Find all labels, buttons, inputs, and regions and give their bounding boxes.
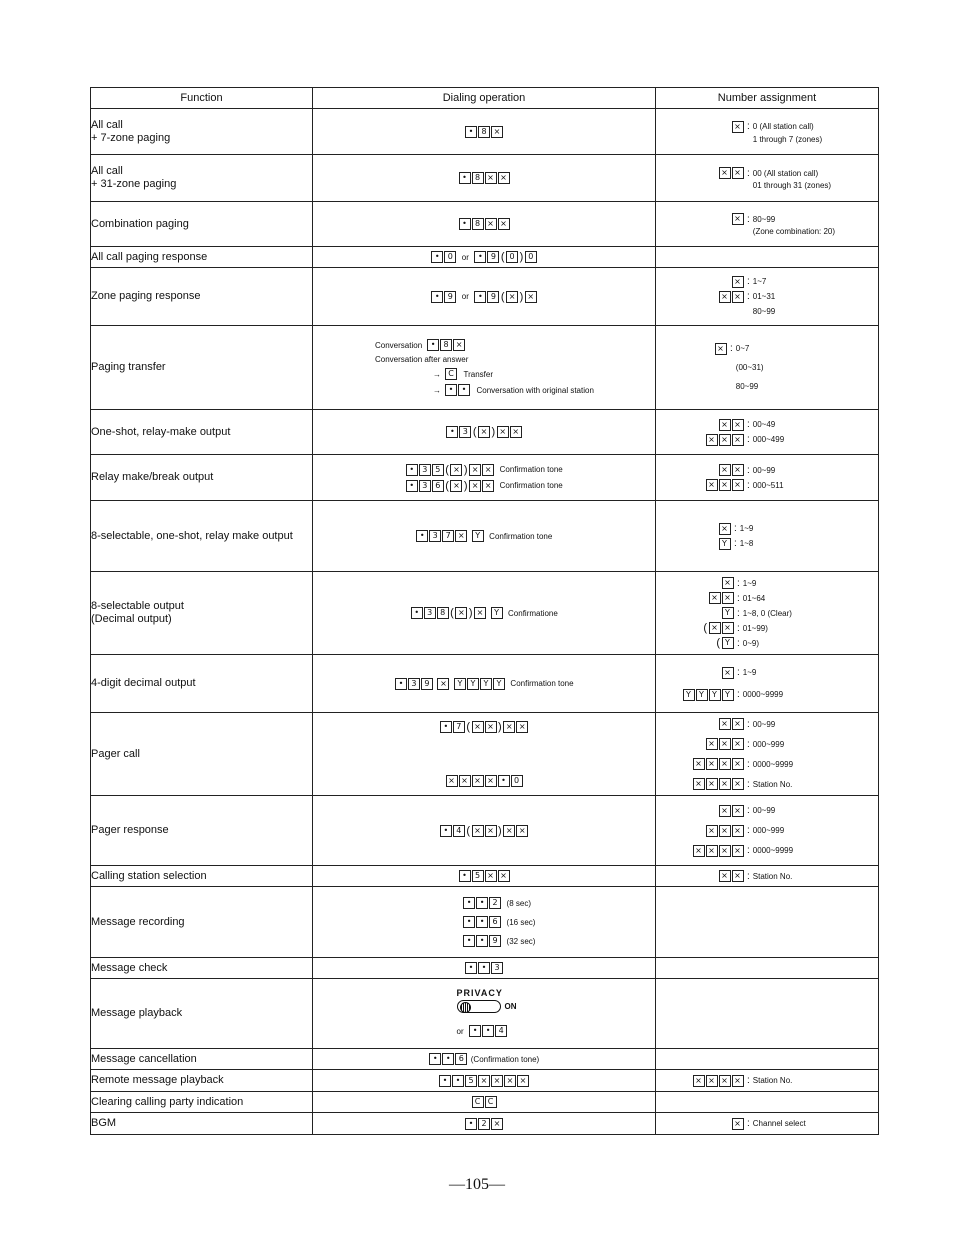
table-row — [91, 455, 879, 501]
table-row — [91, 109, 879, 155]
number-text: 00~99 — [752, 719, 776, 729]
number-text: 01~31 — [752, 292, 776, 301]
table-row — [91, 268, 879, 326]
number-cell: × : 1~9 Y Y Y Y : 0000~9999 — [656, 655, 879, 713]
tone-text: (Confirmation tone) — [470, 1054, 540, 1064]
number-text: 01~64 — [742, 593, 766, 603]
dialing-cell: • 7 ( × × ) × × × × × × • 0 — [313, 713, 656, 796]
number-text: Station No. — [752, 779, 793, 789]
transfer-text: Transfer — [463, 369, 493, 379]
table-row — [91, 866, 879, 887]
number-cell: × : 0~7 (00~31) 80~99 — [656, 326, 879, 410]
number-text: 1~9 — [742, 668, 757, 677]
number-text: 01~99) — [742, 623, 768, 633]
number-cell — [656, 958, 879, 979]
table-row — [91, 1049, 879, 1070]
function-cell: 8-selectable, one-shot, relay make output — [91, 501, 313, 572]
table-row — [91, 655, 879, 713]
tone-text: Confirmation tone — [499, 465, 563, 474]
number-cell — [656, 247, 879, 268]
function-cell: Remote message playback — [91, 1070, 313, 1092]
number-cell: × : 1~9 Y : 1~8 — [656, 501, 879, 572]
dialing-cell: C C — [313, 1092, 656, 1113]
dialing-cell: Conversation • 8 × Conversation after answer → C Transfer → • • Conversation with original station — [313, 326, 656, 410]
dialing-cell: • 3 7 × Y Confirmation tone — [313, 501, 656, 572]
dialing-cell: • 3 9 × Y Y Y Y Confirmation tone — [313, 655, 656, 713]
number-text: 00~99 — [752, 465, 776, 475]
dialing-cell: • 2 × — [313, 1113, 656, 1135]
number-cell: × : Channel select — [656, 1113, 879, 1135]
function-cell: Combination paging — [91, 202, 313, 247]
number-cell — [656, 887, 879, 958]
number-text: 0~7 — [735, 344, 750, 353]
duration-text: (8 sec) — [506, 898, 531, 908]
tone-text: Confirmatione — [508, 608, 558, 618]
privacy-switch[interactable] — [457, 1000, 501, 1013]
function-cell: Clearing calling party indication — [91, 1092, 313, 1113]
number-text: 1~7 — [752, 277, 767, 286]
function-cell: All call paging response — [91, 247, 313, 268]
transfer-text: Conversation — [375, 340, 423, 350]
table-row — [91, 887, 879, 958]
tone-text: Confirmation tone — [499, 481, 563, 490]
header-dialing: Dialing operation — [313, 88, 656, 109]
table-row — [91, 958, 879, 979]
number-text: 000~999 — [752, 739, 785, 749]
dialing-cell: • 9 or • 9 ( × ) × — [313, 268, 656, 326]
number-text: Station No. — [752, 871, 793, 881]
dialing-cell: • • 6 (Confirmation tone) — [313, 1049, 656, 1070]
transfer-text: Conversation after answer — [375, 355, 469, 364]
table-row — [91, 326, 879, 410]
function-cell: 4-digit decimal output — [91, 655, 313, 713]
duration-text: (32 sec) — [506, 936, 536, 946]
number-text: (00~31) — [735, 363, 764, 372]
number-text: 1 through 7 (zones) — [752, 134, 823, 144]
or-text: or — [461, 292, 469, 301]
number-text: 01 through 31 (zones) — [752, 181, 832, 190]
dialing-cell: • • 3 — [313, 958, 656, 979]
number-text: Station No. — [752, 1076, 793, 1085]
function-table — [90, 87, 879, 1135]
number-text: 0000~9999 — [752, 846, 794, 855]
table-row — [91, 979, 879, 1049]
number-cell: × × : 00~49 × × × : 000~499 — [656, 410, 879, 455]
dialing-cell: • 4 ( × × ) × × — [313, 796, 656, 866]
number-text: 0 (All station call) — [752, 122, 814, 131]
dialing-cell: • 3 8 ( × ) × Y Confirmatione — [313, 572, 656, 655]
number-text: 1~8 — [739, 539, 754, 548]
number-cell: × × : Station No. — [656, 866, 879, 887]
page-number: —105— — [449, 1176, 505, 1193]
function-cell: All call + 31-zone paging — [91, 155, 313, 202]
function-cell: Zone paging response — [91, 268, 313, 326]
or-text: or — [461, 252, 469, 262]
tone-text: Confirmation tone — [489, 531, 553, 541]
dialing-cell: PRIVACY ON or • • 4 — [313, 979, 656, 1049]
number-text: (Zone combination: 20) — [752, 227, 836, 236]
number-text: 1~9 — [742, 578, 757, 588]
transfer-text: Conversation with original station — [476, 385, 594, 395]
number-text: 1~8, 0 (Clear) — [742, 608, 792, 618]
number-text: 0000~9999 — [742, 690, 784, 699]
dialing-cell: • 3 5 ( × ) × × Confirmation tone • 3 6 ( × ) × × Confirmation tone — [313, 455, 656, 501]
dialing-cell: • 5 × × — [313, 866, 656, 887]
number-text: 00~49 — [752, 420, 776, 429]
number-cell: × × × × : Station No. — [656, 1070, 879, 1092]
number-text: 80~99 — [752, 214, 776, 224]
number-text: 000~999 — [752, 826, 785, 835]
table-row — [91, 247, 879, 268]
number-cell: × × : 00~99 × × × : 000~999 × × × × : 0000~9999 × × × × : Station No. — [656, 713, 879, 796]
function-cell: All call + 7-zone paging — [91, 109, 313, 155]
privacy-label: PRIVACY — [456, 988, 503, 998]
function-cell: One-shot, relay-make output — [91, 410, 313, 455]
number-cell: × × : 00~99 × × × : 000~511 — [656, 455, 879, 501]
switch-knob-icon — [460, 1002, 471, 1013]
number-text: Channel select — [752, 1119, 806, 1128]
function-cell: Message check — [91, 958, 313, 979]
table-row — [91, 155, 879, 202]
number-cell: × : 1~7 × × : 01~31 80~99 — [656, 268, 879, 326]
number-text: 1~9 — [739, 524, 754, 533]
number-cell: × : 80~99 (Zone combination: 20) — [656, 202, 879, 247]
function-cell: Message cancellation — [91, 1049, 313, 1070]
dialing-cell: • 0 or • 9 ( 0 ) 0 — [313, 247, 656, 268]
tone-text: Confirmation tone — [510, 679, 574, 688]
on-label: ON — [504, 1002, 517, 1011]
function-cell: Pager call — [91, 713, 313, 796]
function-cell: BGM — [91, 1113, 313, 1135]
table-row — [91, 1113, 879, 1135]
number-cell: × × : 00~99 × × × : 000~999 × × × × : 0000~9999 — [656, 796, 879, 866]
table-row — [91, 202, 879, 247]
number-cell: × : 0 (All station call) 1 through 7 (zones) — [656, 109, 879, 155]
dialing-cell: • 8 × × — [313, 155, 656, 202]
header-number: Number assignment — [656, 88, 879, 109]
number-text: 0000~9999 — [752, 759, 794, 769]
table-row — [91, 796, 879, 866]
function-cell: Message playback — [91, 979, 313, 1049]
number-cell — [656, 1049, 879, 1070]
number-cell — [656, 979, 879, 1049]
function-cell: 8-selectable output (Decimal output) — [91, 572, 313, 655]
number-text: 000~511 — [752, 480, 784, 490]
dialing-cell: • • 2 (8 sec) • • 6 (16 sec) • • 9 (32 sec) — [313, 887, 656, 958]
number-text: 00~99 — [752, 806, 776, 815]
table-row — [91, 572, 879, 655]
function-cell: Message recording — [91, 887, 313, 958]
number-cell — [656, 1092, 879, 1113]
dialing-cell: • 8 × × — [313, 202, 656, 247]
table-row — [91, 1092, 879, 1113]
number-cell: × × : 00 (All station call) 01 through 31 (zones) — [656, 155, 879, 202]
duration-text: (16 sec) — [506, 917, 536, 927]
table-row — [91, 501, 879, 572]
function-cell: Pager response — [91, 796, 313, 866]
table-row — [91, 1070, 879, 1092]
number-text: 0~9) — [742, 638, 760, 648]
dialing-cell: • 8 × — [313, 109, 656, 155]
number-text: 00 (All station call) — [752, 168, 819, 178]
dialing-cell: • • 5 × × × × — [313, 1070, 656, 1092]
function-cell: Paging transfer — [91, 326, 313, 410]
function-cell: Calling station selection — [91, 866, 313, 887]
number-cell: × : 1~9 × × : 01~64 Y : 1~8, 0 (Clear) ( × × : 01~99) ( Y : 0~9) — [656, 572, 879, 655]
number-text: 80~99 — [735, 382, 759, 391]
function-cell: Relay make/break output — [91, 455, 313, 501]
number-text: 80~99 — [752, 307, 776, 316]
header-function: Function — [91, 88, 313, 109]
dialing-cell: • 3 ( × ) × × — [313, 410, 656, 455]
header-row — [91, 88, 879, 109]
number-text: 000~499 — [752, 435, 785, 444]
or-text: or — [456, 1026, 464, 1036]
table-row — [91, 713, 879, 796]
table-row — [91, 410, 879, 455]
